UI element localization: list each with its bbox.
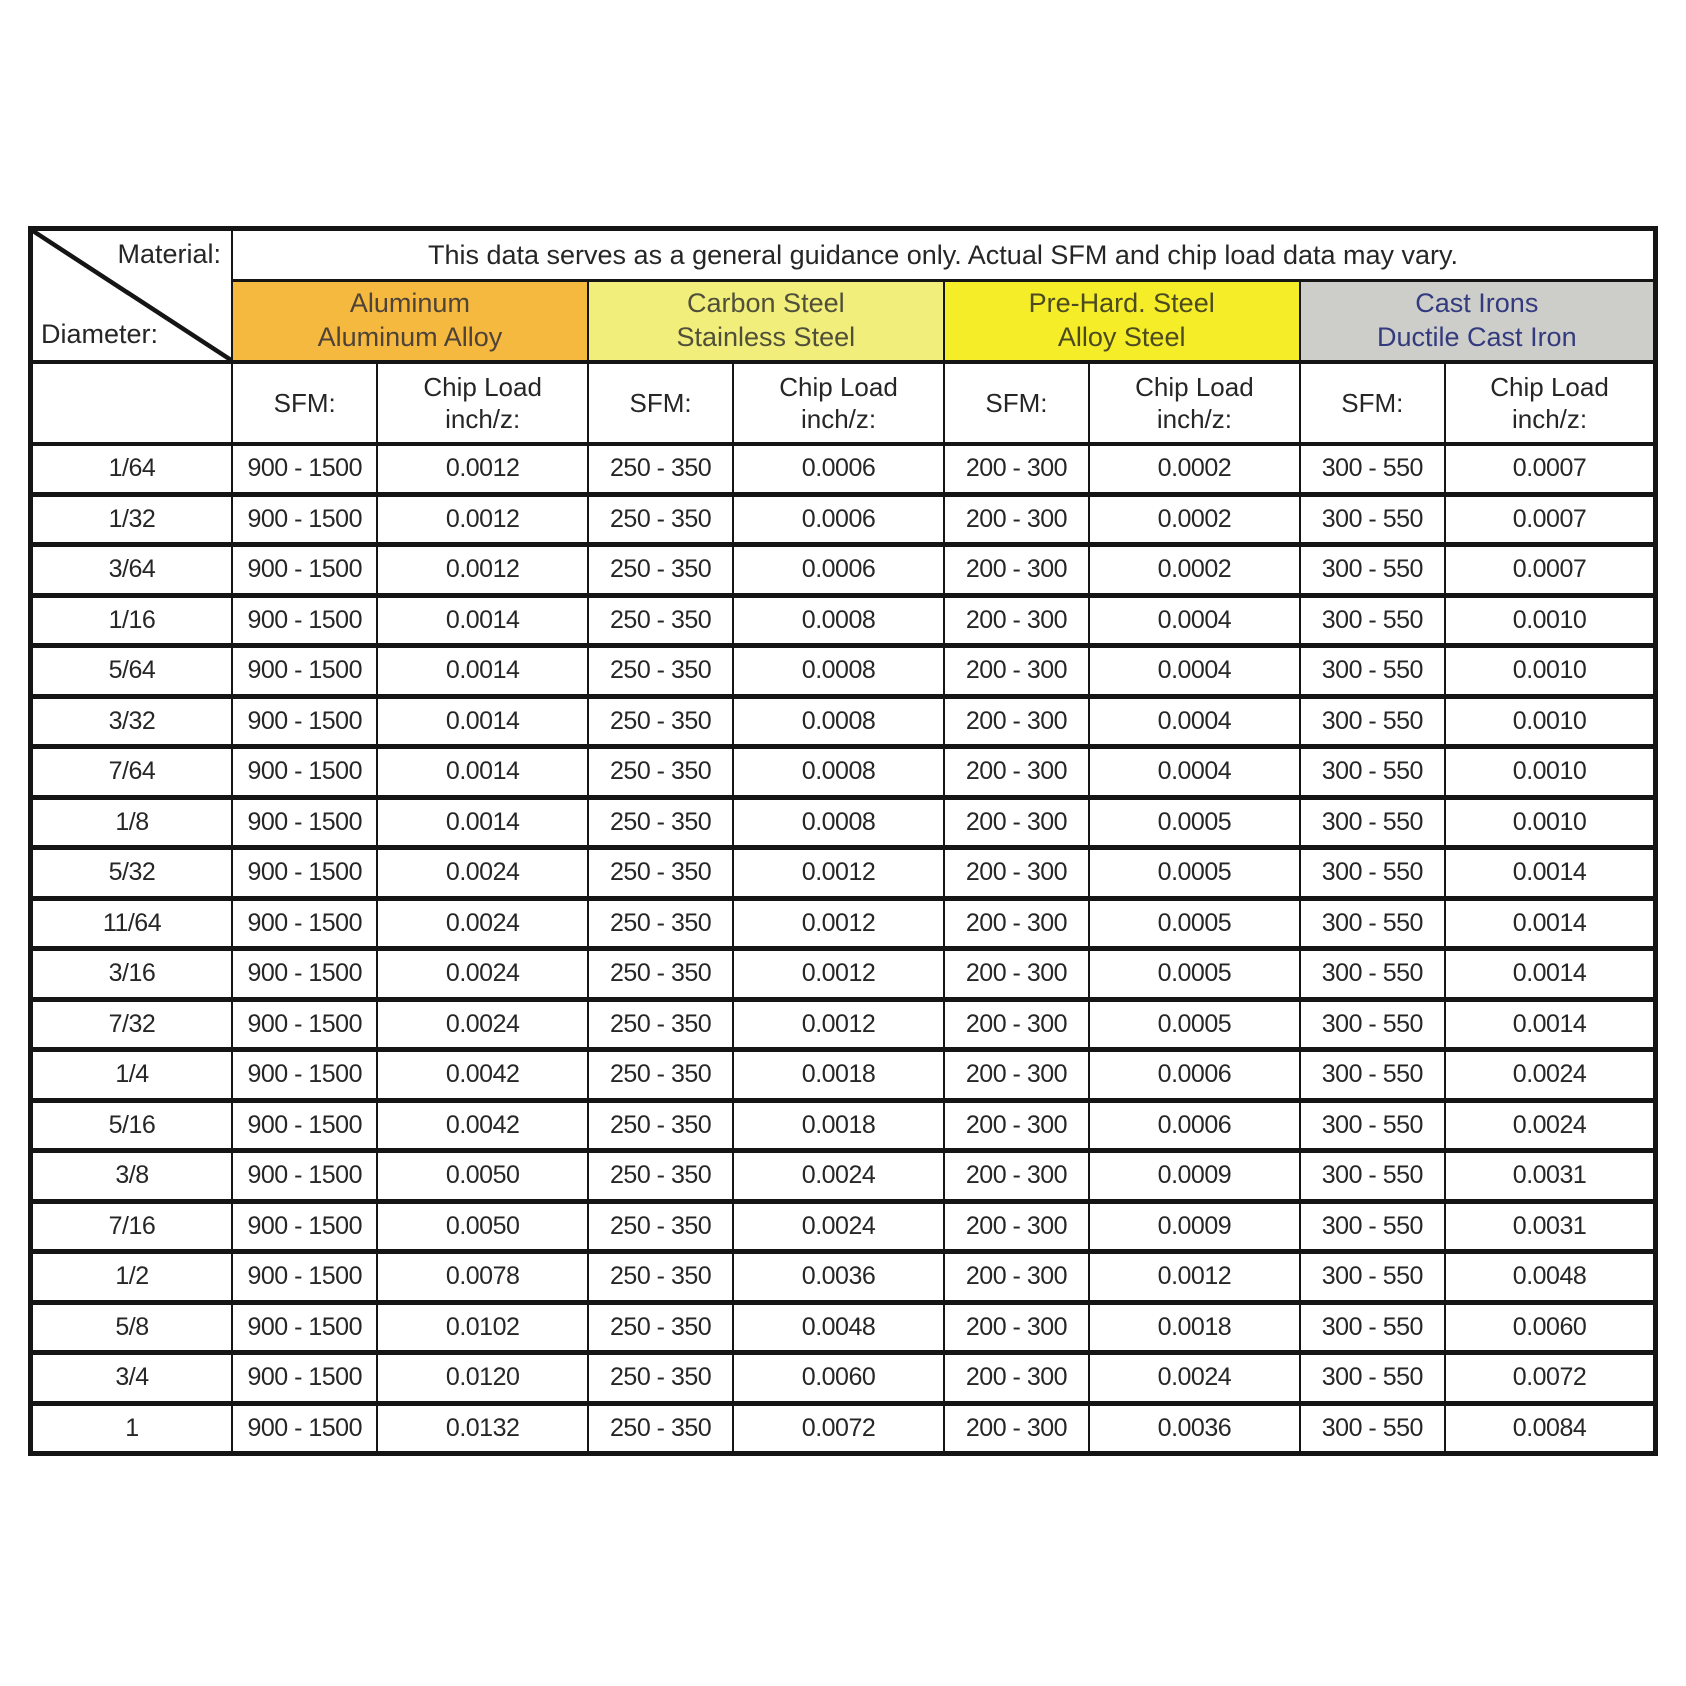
diameter-cell: 3/4 — [31, 1353, 233, 1404]
table-row — [31, 848, 1656, 899]
sfm-value-cell: 300 - 550 — [1300, 646, 1445, 697]
sfm-value-cell: 300 - 550 — [1300, 1252, 1445, 1303]
sfm-value-cell: 200 - 300 — [944, 949, 1089, 1000]
chip-load-value-cell: 0.0008 — [733, 797, 943, 848]
chip-load-value-cell: 0.0012 — [1089, 1252, 1299, 1303]
diameter-cell: 7/32 — [31, 999, 233, 1050]
group-line1: Pre-Hard. Steel — [1028, 288, 1215, 319]
chip-load-value-cell: 0.0010 — [1445, 696, 1655, 747]
chip-load-column-header — [1089, 362, 1299, 444]
chip-load-value-cell: 0.0002 — [1089, 444, 1299, 494]
group-header-aluminum — [232, 281, 588, 363]
table-row — [31, 494, 1656, 545]
group-line1: Cast Irons — [1415, 288, 1539, 319]
diameter-cell: 7/16 — [31, 1201, 233, 1252]
sfm-value-cell: 250 - 350 — [588, 898, 733, 949]
sfm-value-cell: 200 - 300 — [944, 696, 1089, 747]
chip-load-value-cell: 0.0024 — [1445, 1050, 1655, 1101]
sfm-value-cell: 900 - 1500 — [232, 696, 377, 747]
sfm-value-cell: 300 - 550 — [1300, 999, 1445, 1050]
sfm-value-cell: 200 - 300 — [944, 747, 1089, 798]
chip-load-value-cell: 0.0031 — [1445, 1151, 1655, 1202]
chip-load-value-cell: 0.0024 — [377, 949, 587, 1000]
sfm-value-cell: 300 - 550 — [1300, 1050, 1445, 1101]
table-row — [31, 1302, 1656, 1353]
sfm-value-cell: 900 - 1500 — [232, 595, 377, 646]
sfm-value-cell: 250 - 350 — [588, 1100, 733, 1151]
sfm-value-cell: 250 - 350 — [588, 1403, 733, 1454]
chip-load-value-cell: 0.0005 — [1089, 898, 1299, 949]
table-row — [31, 646, 1656, 697]
chip-load-value-cell: 0.0008 — [733, 696, 943, 747]
sfm-chip-load-table — [28, 226, 1658, 1456]
sfm-value-cell: 200 - 300 — [944, 1302, 1089, 1353]
table-row — [31, 696, 1656, 747]
chip-load-value-cell: 0.0060 — [1445, 1302, 1655, 1353]
sfm-value-cell: 900 - 1500 — [232, 1050, 377, 1101]
chip-load-value-cell: 0.0008 — [733, 595, 943, 646]
chip-load-value-cell: 0.0014 — [1445, 949, 1655, 1000]
chip-load-value-cell: 0.0010 — [1445, 747, 1655, 798]
disclaimer-text: This data serves as a general guidance only. Actual SFM and chip load data may vary. — [232, 229, 1656, 281]
table-row — [31, 797, 1656, 848]
chip-load-value-cell: 0.0008 — [733, 646, 943, 697]
sfm-value-cell: 200 - 300 — [944, 898, 1089, 949]
chip-load-value-cell: 0.0012 — [733, 898, 943, 949]
chip-load-column-header — [377, 362, 587, 444]
chip-load-value-cell: 0.0012 — [733, 949, 943, 1000]
sfm-value-cell: 300 - 550 — [1300, 595, 1445, 646]
sfm-value-cell: 900 - 1500 — [232, 1302, 377, 1353]
sfm-value-cell: 250 - 350 — [588, 1151, 733, 1202]
sfm-value-cell: 300 - 550 — [1300, 444, 1445, 494]
chip-load-value-cell: 0.0012 — [377, 494, 587, 545]
chip-load-value-cell: 0.0120 — [377, 1353, 587, 1404]
sfm-value-cell: 200 - 300 — [944, 1403, 1089, 1454]
diameter-cell: 3/16 — [31, 949, 233, 1000]
chip-load-value-cell: 0.0006 — [1089, 1050, 1299, 1101]
sfm-value-cell: 250 - 350 — [588, 444, 733, 494]
sfm-value-cell: 900 - 1500 — [232, 747, 377, 798]
sfm-value-cell: 900 - 1500 — [232, 1252, 377, 1303]
sfm-value-cell: 200 - 300 — [944, 1353, 1089, 1404]
chip-load-value-cell: 0.0012 — [733, 999, 943, 1050]
sfm-value-cell: 300 - 550 — [1300, 797, 1445, 848]
sfm-value-cell: 900 - 1500 — [232, 1151, 377, 1202]
chip-load-line1: Chip Load — [1135, 371, 1254, 402]
corner-cell — [31, 229, 233, 363]
chip-load-column-header — [1445, 362, 1655, 444]
table-row — [31, 898, 1656, 949]
chip-load-value-cell: 0.0012 — [733, 848, 943, 899]
chip-load-value-cell: 0.0014 — [377, 646, 587, 697]
chip-load-line2: inch/z: — [1511, 404, 1588, 434]
sfm-value-cell: 200 - 300 — [944, 1201, 1089, 1252]
chip-load-value-cell: 0.0004 — [1089, 747, 1299, 798]
chip-load-value-cell: 0.0036 — [1089, 1403, 1299, 1454]
sfm-value-cell: 200 - 300 — [944, 1252, 1089, 1303]
chip-load-value-cell: 0.0014 — [1445, 999, 1655, 1050]
sfm-column-header: SFM: — [232, 362, 377, 444]
sfm-value-cell: 250 - 350 — [588, 1252, 733, 1303]
sfm-value-cell: 250 - 350 — [588, 797, 733, 848]
chip-load-value-cell: 0.0004 — [1089, 696, 1299, 747]
sfm-value-cell: 250 - 350 — [588, 595, 733, 646]
chip-load-value-cell: 0.0024 — [377, 848, 587, 899]
chip-load-value-cell: 0.0014 — [377, 797, 587, 848]
diameter-cell: 11/64 — [31, 898, 233, 949]
sfm-value-cell: 900 - 1500 — [232, 545, 377, 596]
chip-load-value-cell: 0.0007 — [1445, 545, 1655, 596]
diameter-cell: 1/2 — [31, 1252, 233, 1303]
sfm-value-cell: 250 - 350 — [588, 545, 733, 596]
group-line2: Aluminum Alloy — [317, 322, 503, 352]
sfm-value-cell: 300 - 550 — [1300, 494, 1445, 545]
chip-load-value-cell: 0.0005 — [1089, 949, 1299, 1000]
chip-load-column-header — [733, 362, 943, 444]
sfm-value-cell: 250 - 350 — [588, 1050, 733, 1101]
sfm-value-cell: 200 - 300 — [944, 999, 1089, 1050]
chip-load-value-cell: 0.0060 — [733, 1353, 943, 1404]
sfm-value-cell: 900 - 1500 — [232, 494, 377, 545]
sfm-value-cell: 250 - 350 — [588, 999, 733, 1050]
chip-load-value-cell: 0.0050 — [377, 1151, 587, 1202]
sfm-value-cell: 200 - 300 — [944, 1050, 1089, 1101]
chip-load-value-cell: 0.0014 — [1445, 848, 1655, 899]
sfm-value-cell: 250 - 350 — [588, 1353, 733, 1404]
sfm-value-cell: 200 - 300 — [944, 444, 1089, 494]
sfm-value-cell: 250 - 350 — [588, 747, 733, 798]
chip-load-value-cell: 0.0004 — [1089, 646, 1299, 697]
chip-load-value-cell: 0.0018 — [733, 1100, 943, 1151]
diameter-cell: 5/64 — [31, 646, 233, 697]
header-row-columns — [31, 362, 1656, 444]
chip-load-value-cell: 0.0048 — [1445, 1252, 1655, 1303]
group-line2: Stainless Steel — [676, 322, 856, 352]
sfm-value-cell: 900 - 1500 — [232, 999, 377, 1050]
sfm-column-header: SFM: — [944, 362, 1089, 444]
sfm-value-cell: 300 - 550 — [1300, 898, 1445, 949]
chip-load-value-cell: 0.0042 — [377, 1050, 587, 1101]
sfm-value-cell: 900 - 1500 — [232, 898, 377, 949]
sfm-value-cell: 300 - 550 — [1300, 545, 1445, 596]
sfm-value-cell: 300 - 550 — [1300, 848, 1445, 899]
chip-load-value-cell: 0.0014 — [1445, 898, 1655, 949]
chip-load-value-cell: 0.0010 — [1445, 646, 1655, 697]
chip-load-value-cell: 0.0009 — [1089, 1201, 1299, 1252]
sfm-value-cell: 250 - 350 — [588, 646, 733, 697]
sfm-value-cell: 300 - 550 — [1300, 1100, 1445, 1151]
chip-load-line1: Chip Load — [423, 371, 542, 402]
table-row — [31, 1353, 1656, 1404]
chip-load-value-cell: 0.0010 — [1445, 595, 1655, 646]
empty-corner-cell — [31, 362, 233, 444]
sfm-value-cell: 900 - 1500 — [232, 646, 377, 697]
diameter-cell: 5/32 — [31, 848, 233, 899]
sfm-value-cell: 200 - 300 — [944, 494, 1089, 545]
table-row — [31, 1403, 1656, 1454]
sfm-value-cell: 250 - 350 — [588, 1302, 733, 1353]
group-line1: Carbon Steel — [687, 288, 845, 319]
chip-load-value-cell: 0.0005 — [1089, 797, 1299, 848]
chip-load-value-cell: 0.0048 — [733, 1302, 943, 1353]
table-row — [31, 595, 1656, 646]
chip-load-value-cell: 0.0042 — [377, 1100, 587, 1151]
chip-load-value-cell: 0.0009 — [1089, 1151, 1299, 1202]
sfm-value-cell: 300 - 550 — [1300, 1151, 1445, 1202]
table-row — [31, 1100, 1656, 1151]
chip-load-value-cell: 0.0050 — [377, 1201, 587, 1252]
sfm-value-cell: 250 - 350 — [588, 494, 733, 545]
diameter-label: Diameter: — [41, 319, 159, 349]
chip-load-value-cell: 0.0014 — [377, 595, 587, 646]
sfm-value-cell: 250 - 350 — [588, 848, 733, 899]
chip-load-value-cell: 0.0012 — [377, 545, 587, 596]
sfm-column-header: SFM: — [588, 362, 733, 444]
chip-load-value-cell: 0.0012 — [377, 444, 587, 494]
chip-load-value-cell: 0.0024 — [733, 1201, 943, 1252]
diameter-cell: 5/8 — [31, 1302, 233, 1353]
sfm-value-cell: 200 - 300 — [944, 1100, 1089, 1151]
table-row — [31, 1201, 1656, 1252]
chip-load-value-cell: 0.0132 — [377, 1403, 587, 1454]
chip-load-value-cell: 0.0002 — [1089, 494, 1299, 545]
chip-load-value-cell: 0.0006 — [733, 545, 943, 596]
diameter-cell: 1/8 — [31, 797, 233, 848]
sfm-value-cell: 900 - 1500 — [232, 848, 377, 899]
diameter-cell: 1/4 — [31, 1050, 233, 1101]
sfm-value-cell: 200 - 300 — [944, 1151, 1089, 1202]
chip-load-value-cell: 0.0005 — [1089, 848, 1299, 899]
chip-load-value-cell: 0.0006 — [733, 494, 943, 545]
chip-load-value-cell: 0.0024 — [377, 999, 587, 1050]
table-row — [31, 545, 1656, 596]
header-row-disclaimer — [31, 229, 1656, 281]
chip-load-value-cell: 0.0072 — [1445, 1353, 1655, 1404]
diameter-cell: 5/16 — [31, 1100, 233, 1151]
chip-load-value-cell: 0.0010 — [1445, 797, 1655, 848]
group-header-prehard-steel — [944, 281, 1300, 363]
sfm-value-cell: 900 - 1500 — [232, 797, 377, 848]
chip-load-value-cell: 0.0036 — [733, 1252, 943, 1303]
table-row — [31, 444, 1656, 494]
chip-load-value-cell: 0.0024 — [1445, 1100, 1655, 1151]
diameter-cell: 1/16 — [31, 595, 233, 646]
diameter-cell: 1/64 — [31, 444, 233, 494]
sfm-value-cell: 200 - 300 — [944, 797, 1089, 848]
group-line2: Ductile Cast Iron — [1377, 322, 1577, 352]
chip-load-value-cell: 0.0072 — [733, 1403, 943, 1454]
chip-load-line1: Chip Load — [1490, 371, 1609, 402]
table-row — [31, 1050, 1656, 1101]
chip-load-value-cell: 0.0002 — [1089, 545, 1299, 596]
sfm-value-cell: 900 - 1500 — [232, 1100, 377, 1151]
chip-load-value-cell: 0.0005 — [1089, 999, 1299, 1050]
chip-load-value-cell: 0.0014 — [377, 747, 587, 798]
sfm-value-cell: 200 - 300 — [944, 646, 1089, 697]
sfm-value-cell: 200 - 300 — [944, 595, 1089, 646]
group-line1: Aluminum — [349, 288, 470, 319]
table-row — [31, 949, 1656, 1000]
diameter-cell: 7/64 — [31, 747, 233, 798]
chip-load-value-cell: 0.0006 — [1089, 1100, 1299, 1151]
material-label: Material: — [117, 239, 221, 269]
sfm-value-cell: 300 - 550 — [1300, 696, 1445, 747]
chip-load-value-cell: 0.0018 — [733, 1050, 943, 1101]
chip-load-value-cell: 0.0014 — [377, 696, 587, 747]
diameter-cell: 3/32 — [31, 696, 233, 747]
sfm-value-cell: 900 - 1500 — [232, 444, 377, 494]
chip-load-value-cell: 0.0007 — [1445, 444, 1655, 494]
chip-load-line1: Chip Load — [779, 371, 898, 402]
sfm-value-cell: 200 - 300 — [944, 545, 1089, 596]
chip-load-value-cell: 0.0078 — [377, 1252, 587, 1303]
chip-load-value-cell: 0.0024 — [733, 1151, 943, 1202]
sfm-value-cell: 300 - 550 — [1300, 747, 1445, 798]
chip-load-line2: inch/z: — [445, 404, 521, 434]
chip-load-value-cell: 0.0024 — [377, 898, 587, 949]
chip-load-value-cell: 0.0007 — [1445, 494, 1655, 545]
sfm-value-cell: 250 - 350 — [588, 696, 733, 747]
chip-load-value-cell: 0.0008 — [733, 747, 943, 798]
diameter-cell: 3/64 — [31, 545, 233, 596]
chip-load-value-cell: 0.0102 — [377, 1302, 587, 1353]
sfm-value-cell: 300 - 550 — [1300, 949, 1445, 1000]
diameter-cell: 1 — [31, 1403, 233, 1454]
sfm-column-header: SFM: — [1300, 362, 1445, 444]
table-body — [31, 444, 1656, 1454]
sfm-value-cell: 300 - 550 — [1300, 1302, 1445, 1353]
diameter-cell: 1/32 — [31, 494, 233, 545]
sfm-value-cell: 900 - 1500 — [232, 1403, 377, 1454]
group-line2: Alloy Steel — [1057, 322, 1186, 352]
table-row — [31, 999, 1656, 1050]
chip-load-line2: inch/z: — [1156, 404, 1232, 434]
chip-load-value-cell: 0.0031 — [1445, 1201, 1655, 1252]
group-header-cast-irons — [1300, 281, 1656, 363]
group-header-carbon-steel — [588, 281, 944, 363]
sfm-value-cell: 300 - 550 — [1300, 1403, 1445, 1454]
chip-load-value-cell: 0.0018 — [1089, 1302, 1299, 1353]
chip-load-value-cell: 0.0024 — [1089, 1353, 1299, 1404]
table-row — [31, 1252, 1656, 1303]
chip-load-line2: inch/z: — [800, 404, 877, 434]
sfm-value-cell: 200 - 300 — [944, 848, 1089, 899]
chip-load-value-cell: 0.0004 — [1089, 595, 1299, 646]
sfm-value-cell: 300 - 550 — [1300, 1201, 1445, 1252]
sfm-value-cell: 250 - 350 — [588, 1201, 733, 1252]
header-row-materials — [31, 281, 1656, 363]
sfm-value-cell: 250 - 350 — [588, 949, 733, 1000]
sfm-value-cell: 900 - 1500 — [232, 1201, 377, 1252]
chip-load-value-cell: 0.0084 — [1445, 1403, 1655, 1454]
table-row — [31, 747, 1656, 798]
sfm-value-cell: 900 - 1500 — [232, 1353, 377, 1404]
sfm-value-cell: 900 - 1500 — [232, 949, 377, 1000]
chip-load-value-cell: 0.0006 — [733, 444, 943, 494]
diameter-cell: 3/8 — [31, 1151, 233, 1202]
sfm-value-cell: 300 - 550 — [1300, 1353, 1445, 1404]
table-row — [31, 1151, 1656, 1202]
